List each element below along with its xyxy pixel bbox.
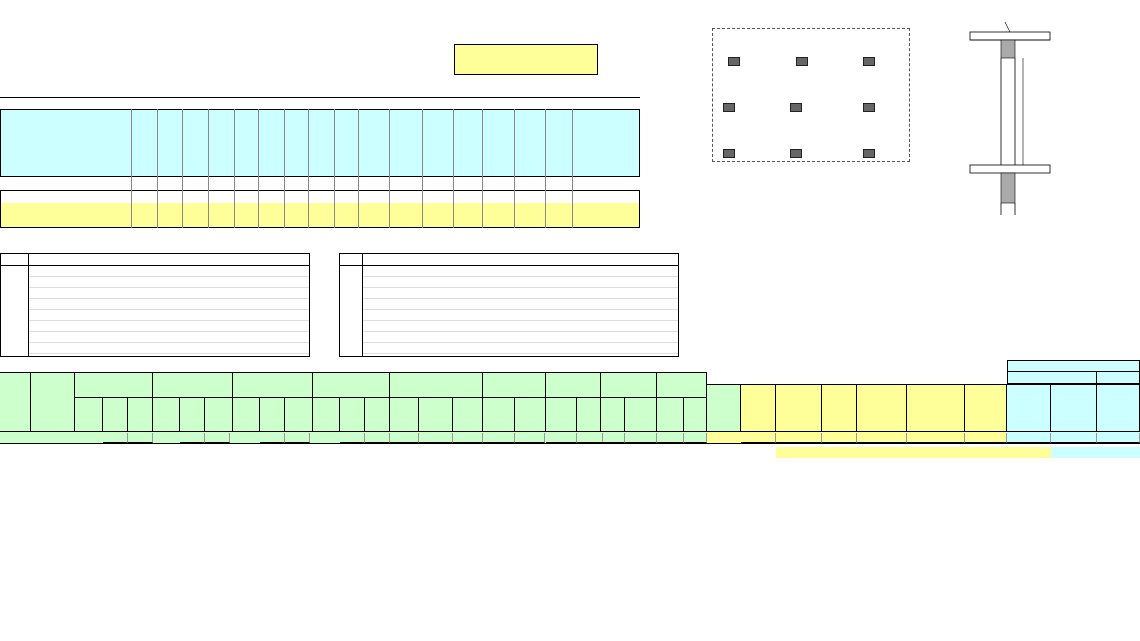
unit-label <box>965 433 1007 443</box>
beam-wt-header <box>822 384 857 432</box>
unit-label <box>857 433 907 443</box>
p-service-header <box>1007 384 1051 432</box>
table-cell[interactable] <box>1007 447 1051 458</box>
table-cell[interactable] <box>0 447 28 458</box>
table-cell[interactable] <box>390 447 419 458</box>
table-cell[interactable] <box>577 447 603 458</box>
unit-label <box>260 433 285 443</box>
ltd-description-input[interactable] <box>363 277 678 288</box>
load-type-15 <box>546 86 570 97</box>
column-marker-icon <box>796 57 808 66</box>
load-type-subheader <box>313 398 340 432</box>
load-type-7 <box>309 86 333 97</box>
unit-label <box>684 433 707 443</box>
table-cell[interactable] <box>365 447 390 458</box>
unit-wt-subheader <box>453 398 483 432</box>
column-marker-icon <box>728 57 740 66</box>
table-cell[interactable] <box>285 447 310 458</box>
clear-height-subheader <box>625 398 657 432</box>
table-cell[interactable] <box>776 447 822 458</box>
load-type-subheader <box>153 398 180 432</box>
ltd-description-input[interactable] <box>29 310 309 321</box>
unit-label <box>483 433 515 443</box>
load-type-0 <box>132 86 156 97</box>
unit-label <box>907 433 965 443</box>
ltd-description-input[interactable] <box>29 321 309 332</box>
load-type-9 <box>359 86 383 97</box>
cont-factor-header <box>707 384 741 432</box>
additional-column-load-header <box>657 372 707 398</box>
floor-dl-header <box>741 384 776 432</box>
load-type-label <box>60 86 130 97</box>
dl-subheader <box>657 398 684 432</box>
unit-label <box>103 433 128 443</box>
a-subheader <box>180 398 205 432</box>
column-loads-header <box>1007 360 1140 372</box>
total-dl-header <box>907 384 965 432</box>
column-marker-icon <box>863 149 875 158</box>
table-cell[interactable] <box>483 447 515 458</box>
ltd-description-input[interactable] <box>363 288 678 299</box>
load-type-subheader <box>233 398 260 432</box>
b-subheader <box>205 398 233 432</box>
table-cell[interactable] <box>965 447 1007 458</box>
l-subheader <box>577 398 601 432</box>
beam1-dimensions-header <box>483 372 546 398</box>
table-cell[interactable] <box>546 447 577 458</box>
unit-label <box>365 433 390 443</box>
ltd-description-input[interactable] <box>29 332 309 343</box>
b-subheader <box>365 398 390 432</box>
additional-wall-load-header <box>390 372 483 398</box>
column-marker-icon <box>790 103 802 112</box>
ltd-description-input[interactable] <box>29 343 309 354</box>
table-cell[interactable] <box>684 447 707 458</box>
p-service-total-header <box>1097 384 1140 432</box>
table-cell[interactable] <box>340 447 365 458</box>
unit-label <box>1051 433 1097 443</box>
load-type-10 <box>390 86 414 97</box>
area-subheader <box>483 398 515 432</box>
table-cell[interactable] <box>453 447 483 458</box>
area-subheader <box>601 398 625 432</box>
unit-label <box>546 433 577 443</box>
length-subheader <box>390 398 419 432</box>
column-marker-icon <box>723 103 735 112</box>
table-cell[interactable] <box>31 447 75 458</box>
b-subheader <box>285 398 313 432</box>
unit-label <box>285 433 310 443</box>
unit-label <box>822 433 857 443</box>
additional-wall-wt-header <box>776 384 822 432</box>
load-type-14 <box>515 86 539 97</box>
table-cell[interactable] <box>857 447 907 458</box>
load-type-3 <box>209 86 233 97</box>
unit-label <box>601 433 625 443</box>
load-type-12 <box>454 86 478 97</box>
unit-label <box>776 433 822 443</box>
unit-label <box>340 433 365 443</box>
load-type-8 <box>335 86 359 97</box>
column-marker-icon <box>790 149 802 158</box>
load-type-1 <box>158 86 182 97</box>
table-cell[interactable] <box>180 447 205 458</box>
load-per-floor-header <box>1007 372 1097 384</box>
height-subheader <box>419 398 453 432</box>
unit-label <box>128 433 153 443</box>
table-cell[interactable] <box>601 447 625 458</box>
column-grid-header <box>31 372 75 432</box>
table-cell[interactable] <box>1097 447 1140 458</box>
unit-label <box>390 433 419 443</box>
table-cell[interactable] <box>707 447 741 458</box>
table-cell[interactable] <box>419 447 453 458</box>
table-cell[interactable] <box>313 447 340 458</box>
load-type-subheader <box>75 398 103 432</box>
a-subheader <box>260 398 285 432</box>
column-dimensions-header <box>601 372 657 398</box>
loads-section-label <box>0 86 40 97</box>
unit-label <box>180 433 205 443</box>
table-cell[interactable] <box>625 447 657 458</box>
table-cell[interactable] <box>657 447 684 458</box>
table-cell[interactable] <box>1051 447 1097 458</box>
table-cell[interactable] <box>515 447 545 458</box>
table-cell[interactable] <box>205 447 230 458</box>
total-ll-header <box>965 384 1007 432</box>
area4-header <box>313 372 390 398</box>
table-cell[interactable] <box>128 447 153 458</box>
load-factors-box <box>454 44 598 75</box>
ltd-description-input[interactable] <box>363 310 678 321</box>
ltd-description-input[interactable] <box>363 332 678 343</box>
beam2-dimensions-header <box>546 372 601 398</box>
a-subheader <box>340 398 365 432</box>
unit-label <box>577 433 603 443</box>
ll-subheader <box>684 398 707 432</box>
table-cell[interactable] <box>75 447 103 458</box>
ltd-description-input[interactable] <box>363 343 678 354</box>
load-type-11 <box>423 86 447 97</box>
ltd-description-input[interactable] <box>363 299 678 310</box>
unit-label <box>515 433 545 443</box>
ltd-description-input[interactable] <box>363 321 678 332</box>
table-row <box>0 447 1140 458</box>
floor-level-header <box>0 372 31 432</box>
load-type-4 <box>235 86 259 97</box>
unit-label <box>625 433 657 443</box>
p-ultimate-header <box>1051 384 1097 432</box>
table-cell[interactable] <box>260 447 285 458</box>
area3-header <box>233 372 313 398</box>
unit-label <box>453 433 483 443</box>
table-cell[interactable] <box>822 447 857 458</box>
unit-label <box>419 433 453 443</box>
l-subheader <box>515 398 546 432</box>
ltd-description-input[interactable] <box>363 266 678 277</box>
column-marker-icon <box>863 57 875 66</box>
unit-label <box>1097 433 1140 443</box>
ltd-description-input[interactable] <box>29 266 309 277</box>
column-section-diagram <box>965 10 1140 222</box>
table-cell[interactable] <box>233 447 260 458</box>
load-type-16 <box>573 86 597 97</box>
col-wt-header <box>857 384 907 432</box>
table-cell[interactable] <box>907 447 965 458</box>
table-cell[interactable] <box>741 447 776 458</box>
load-type-6 <box>285 86 309 97</box>
unit-label <box>1007 433 1051 443</box>
table-cell[interactable] <box>153 447 180 458</box>
unit-label <box>205 433 230 443</box>
area-subheader <box>546 398 577 432</box>
column-marker-icon <box>863 103 875 112</box>
area1-header <box>75 372 153 398</box>
ltd-description-input[interactable] <box>29 299 309 310</box>
a-subheader <box>103 398 128 432</box>
area2-header <box>153 372 233 398</box>
load-type-5 <box>259 86 283 97</box>
column-marker-icon <box>723 149 735 158</box>
load-type-13 <box>483 86 507 97</box>
load-type-2 <box>183 86 207 97</box>
unit-label <box>657 433 684 443</box>
ltd-description-input[interactable] <box>29 288 309 299</box>
total-header <box>1097 372 1140 384</box>
unit-label <box>741 433 776 443</box>
ltd-description-input[interactable] <box>29 277 309 288</box>
table-cell[interactable] <box>103 447 128 458</box>
b-subheader <box>128 398 153 432</box>
continuity-factor-diagram <box>712 28 910 162</box>
